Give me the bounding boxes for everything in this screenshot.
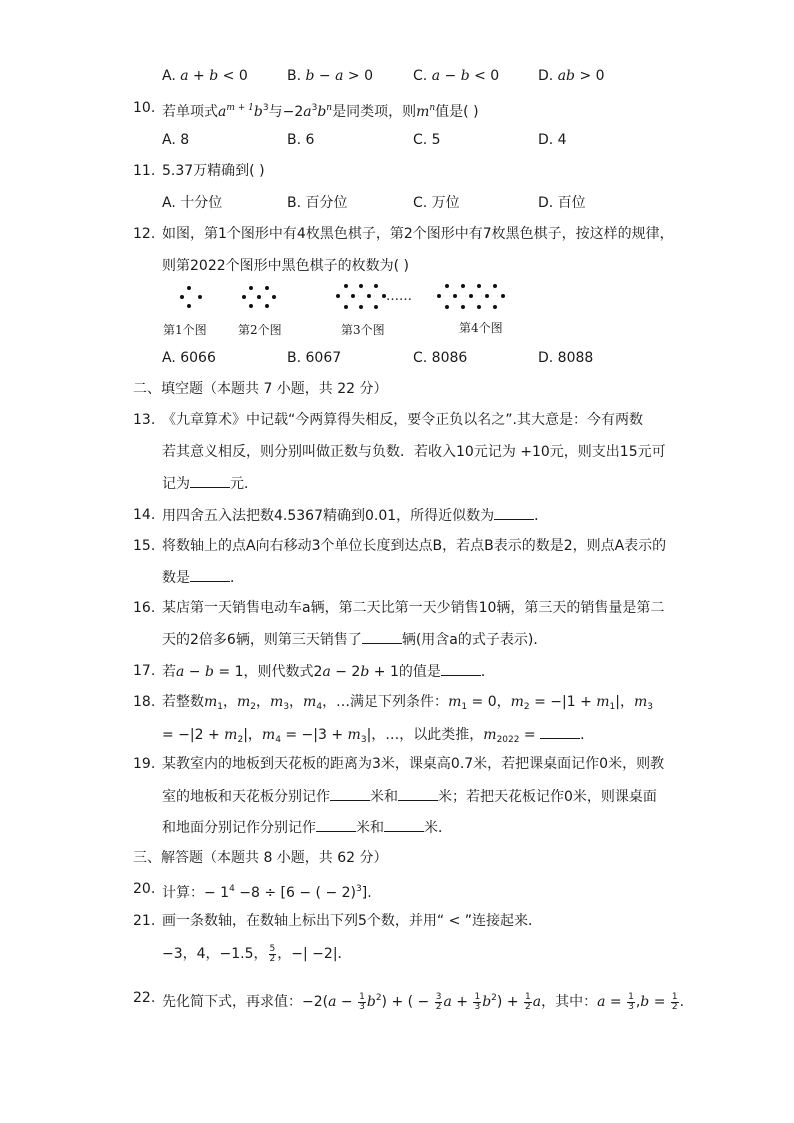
answer-blank[interactable] bbox=[190, 473, 230, 488]
q21-number: 21. bbox=[133, 913, 156, 929]
answer-blank[interactable] bbox=[441, 661, 481, 676]
q14-number: 14. bbox=[133, 507, 156, 523]
q11-option-d: D. 百位 bbox=[538, 195, 586, 211]
q9-option-b: B. b − a > 0 bbox=[287, 68, 374, 84]
q17-stem: 若a − b = 1，则代数式2a − 2b + 1的值是 ． bbox=[162, 661, 495, 682]
q16-line1: 某店第一天销售电动车a辆，第二天比第一天少销售10辆，第三天的销售量是第二 bbox=[162, 600, 665, 616]
q15-line2: 数是 ． bbox=[162, 567, 244, 588]
q22-stem: 先化简下式，再求值：−2(a − $\frac{1}{3}$ $b^2$) + ( − $\frac{3}{2}$ a + $\frac{1}{3}$ $b^2$) + $\frac{1}{2}$ a，其中：a = $\frac{1}{3}$ ,b = $\frac{1}{2}$ . bbox=[162, 991, 685, 1012]
q19-line1: 某教室内的地板到天花板的距离为3米，课桌高0.7米，若把课桌面记作0米，则教 bbox=[162, 756, 665, 772]
answer-blank[interactable] bbox=[398, 786, 438, 801]
answer-blank[interactable] bbox=[494, 505, 534, 520]
q12-option-a: A. 6066 bbox=[162, 350, 216, 366]
q10-option-c: C. 5 bbox=[413, 132, 441, 148]
q11-stem: 5.37万精确到( ) bbox=[162, 163, 265, 179]
figure-1-dots bbox=[180, 286, 202, 308]
q9-option-d: D. ab > 0 bbox=[538, 68, 605, 84]
q12-option-b: B. 6067 bbox=[287, 350, 342, 366]
q21-line1: 画一条数轴，在数轴上标出下列5个数，并用“ < ”连接起来． bbox=[162, 913, 543, 929]
q13-line1: 《九章算术》中记载“今两算得失相反，要令正负以名之”.其大意是：今有两数 bbox=[162, 412, 643, 428]
figure-3-dots bbox=[336, 284, 386, 309]
q21-numbers: −3，4，−1.5， $\frac{5}{2}$ ，−| −2|． bbox=[162, 943, 352, 964]
figure-ellipsis: …… bbox=[386, 289, 412, 304]
answer-blank[interactable] bbox=[190, 567, 230, 582]
q12-stem-line2: 则第2022个图形中黑色棋子的枚数为( ) bbox=[162, 258, 410, 274]
q10-stem: 若单项式$a^{m + 1}b^3$与$-2a^3b^n$是同类项，则$m^n$值是( ) bbox=[162, 103, 479, 120]
figure-caption-1: 第1个图 bbox=[163, 323, 207, 337]
q10-option-a: A. 8 bbox=[162, 132, 190, 148]
q11-option-c: C. 万位 bbox=[413, 195, 460, 211]
q10-option-b: B. 6 bbox=[287, 132, 315, 148]
q19-number: 19. bbox=[133, 756, 156, 772]
q12-number: 12. bbox=[133, 226, 156, 242]
q13-line2: 若其意义相反，则分别叫做正数与负数．若收入10元记为 +10元，则支出15元可 bbox=[162, 444, 666, 460]
q11-option-a: A. 十分位 bbox=[162, 195, 223, 211]
q13-line3: 记为 元． bbox=[162, 473, 258, 494]
q20-stem: 计算：− $1^4 -8 \div [6$ − ( − 2)$^3$]. bbox=[162, 884, 372, 901]
answer-blank[interactable] bbox=[384, 817, 424, 832]
answer-blank[interactable] bbox=[330, 786, 370, 801]
q18-number: 18. bbox=[133, 694, 156, 710]
q18-line1: 若整数$m_1$，$m_2$，$m_3$，$m_4$，…满足下列条件：$m_1 = 0$，$m_2 = -|1 + m_1|$，$m_3$ bbox=[162, 694, 654, 712]
chess-pattern-figure bbox=[150, 278, 580, 322]
figure-caption-3: 第3个图 bbox=[341, 323, 385, 337]
section-heading-solve: 三、解答题（本题共 8 小题，共 62 分） bbox=[133, 850, 388, 866]
q16-number: 16. bbox=[133, 600, 156, 616]
q9-option-c: C. a − b < 0 bbox=[413, 68, 500, 84]
q20-number: 20. bbox=[133, 881, 156, 897]
q15-number: 15. bbox=[133, 538, 156, 554]
q16-line2: 天的2倍多6辆，则第三天销售了 辆(用含a的式子表示)． bbox=[162, 629, 547, 650]
q11-number: 11. bbox=[133, 163, 156, 179]
q12-option-c: C. 8086 bbox=[413, 350, 468, 366]
q10-number: 10. bbox=[133, 100, 156, 116]
answer-blank[interactable] bbox=[540, 724, 580, 739]
answer-blank[interactable] bbox=[362, 629, 402, 644]
q19-line3: 和地面分别记作分别记作 米和 米． bbox=[162, 817, 452, 838]
q11-option-b: B. 百分位 bbox=[287, 195, 348, 211]
figure-caption-2: 第2个图 bbox=[238, 323, 282, 337]
q14-stem: 用四舍五入法把数4.5367精确到0.01，所得近似数为 ． bbox=[162, 505, 548, 526]
q17-number: 17. bbox=[133, 663, 156, 679]
q12-stem-line1: 如图，第1个图形中有4枚黑色棋子，第2个图形中有7枚黑色棋子，按这样的规律， bbox=[162, 226, 674, 242]
q15-line1: 将数轴上的点A向右移动3个单位长度到达点B，若点B表示的数是2，则点A表示的 bbox=[162, 538, 667, 554]
q13-number: 13. bbox=[133, 412, 156, 428]
q18-line2: = $-|2 + m_2|$，$m_4 = -|3 + m_3|$，…，以此类推，$m_{2022}$ = ． bbox=[162, 724, 594, 750]
q10-option-d: D. 4 bbox=[538, 132, 567, 148]
q12-option-d: D. 8088 bbox=[538, 350, 594, 366]
answer-blank[interactable] bbox=[316, 817, 356, 832]
figure-caption-4: 第4个图 bbox=[459, 321, 503, 335]
figure-4-dots bbox=[437, 284, 505, 309]
q22-number: 22. bbox=[133, 990, 156, 1006]
figure-2-dots bbox=[242, 286, 276, 308]
q9-option-a: A. a + b < 0 bbox=[162, 68, 248, 84]
q19-line2: 室的地板和天花板分别记作 米和 米；若把天花板记作0米，则课桌面 bbox=[162, 786, 657, 807]
section-heading-fill-in: 二、填空题（本题共 7 小题，共 22 分） bbox=[133, 381, 388, 397]
